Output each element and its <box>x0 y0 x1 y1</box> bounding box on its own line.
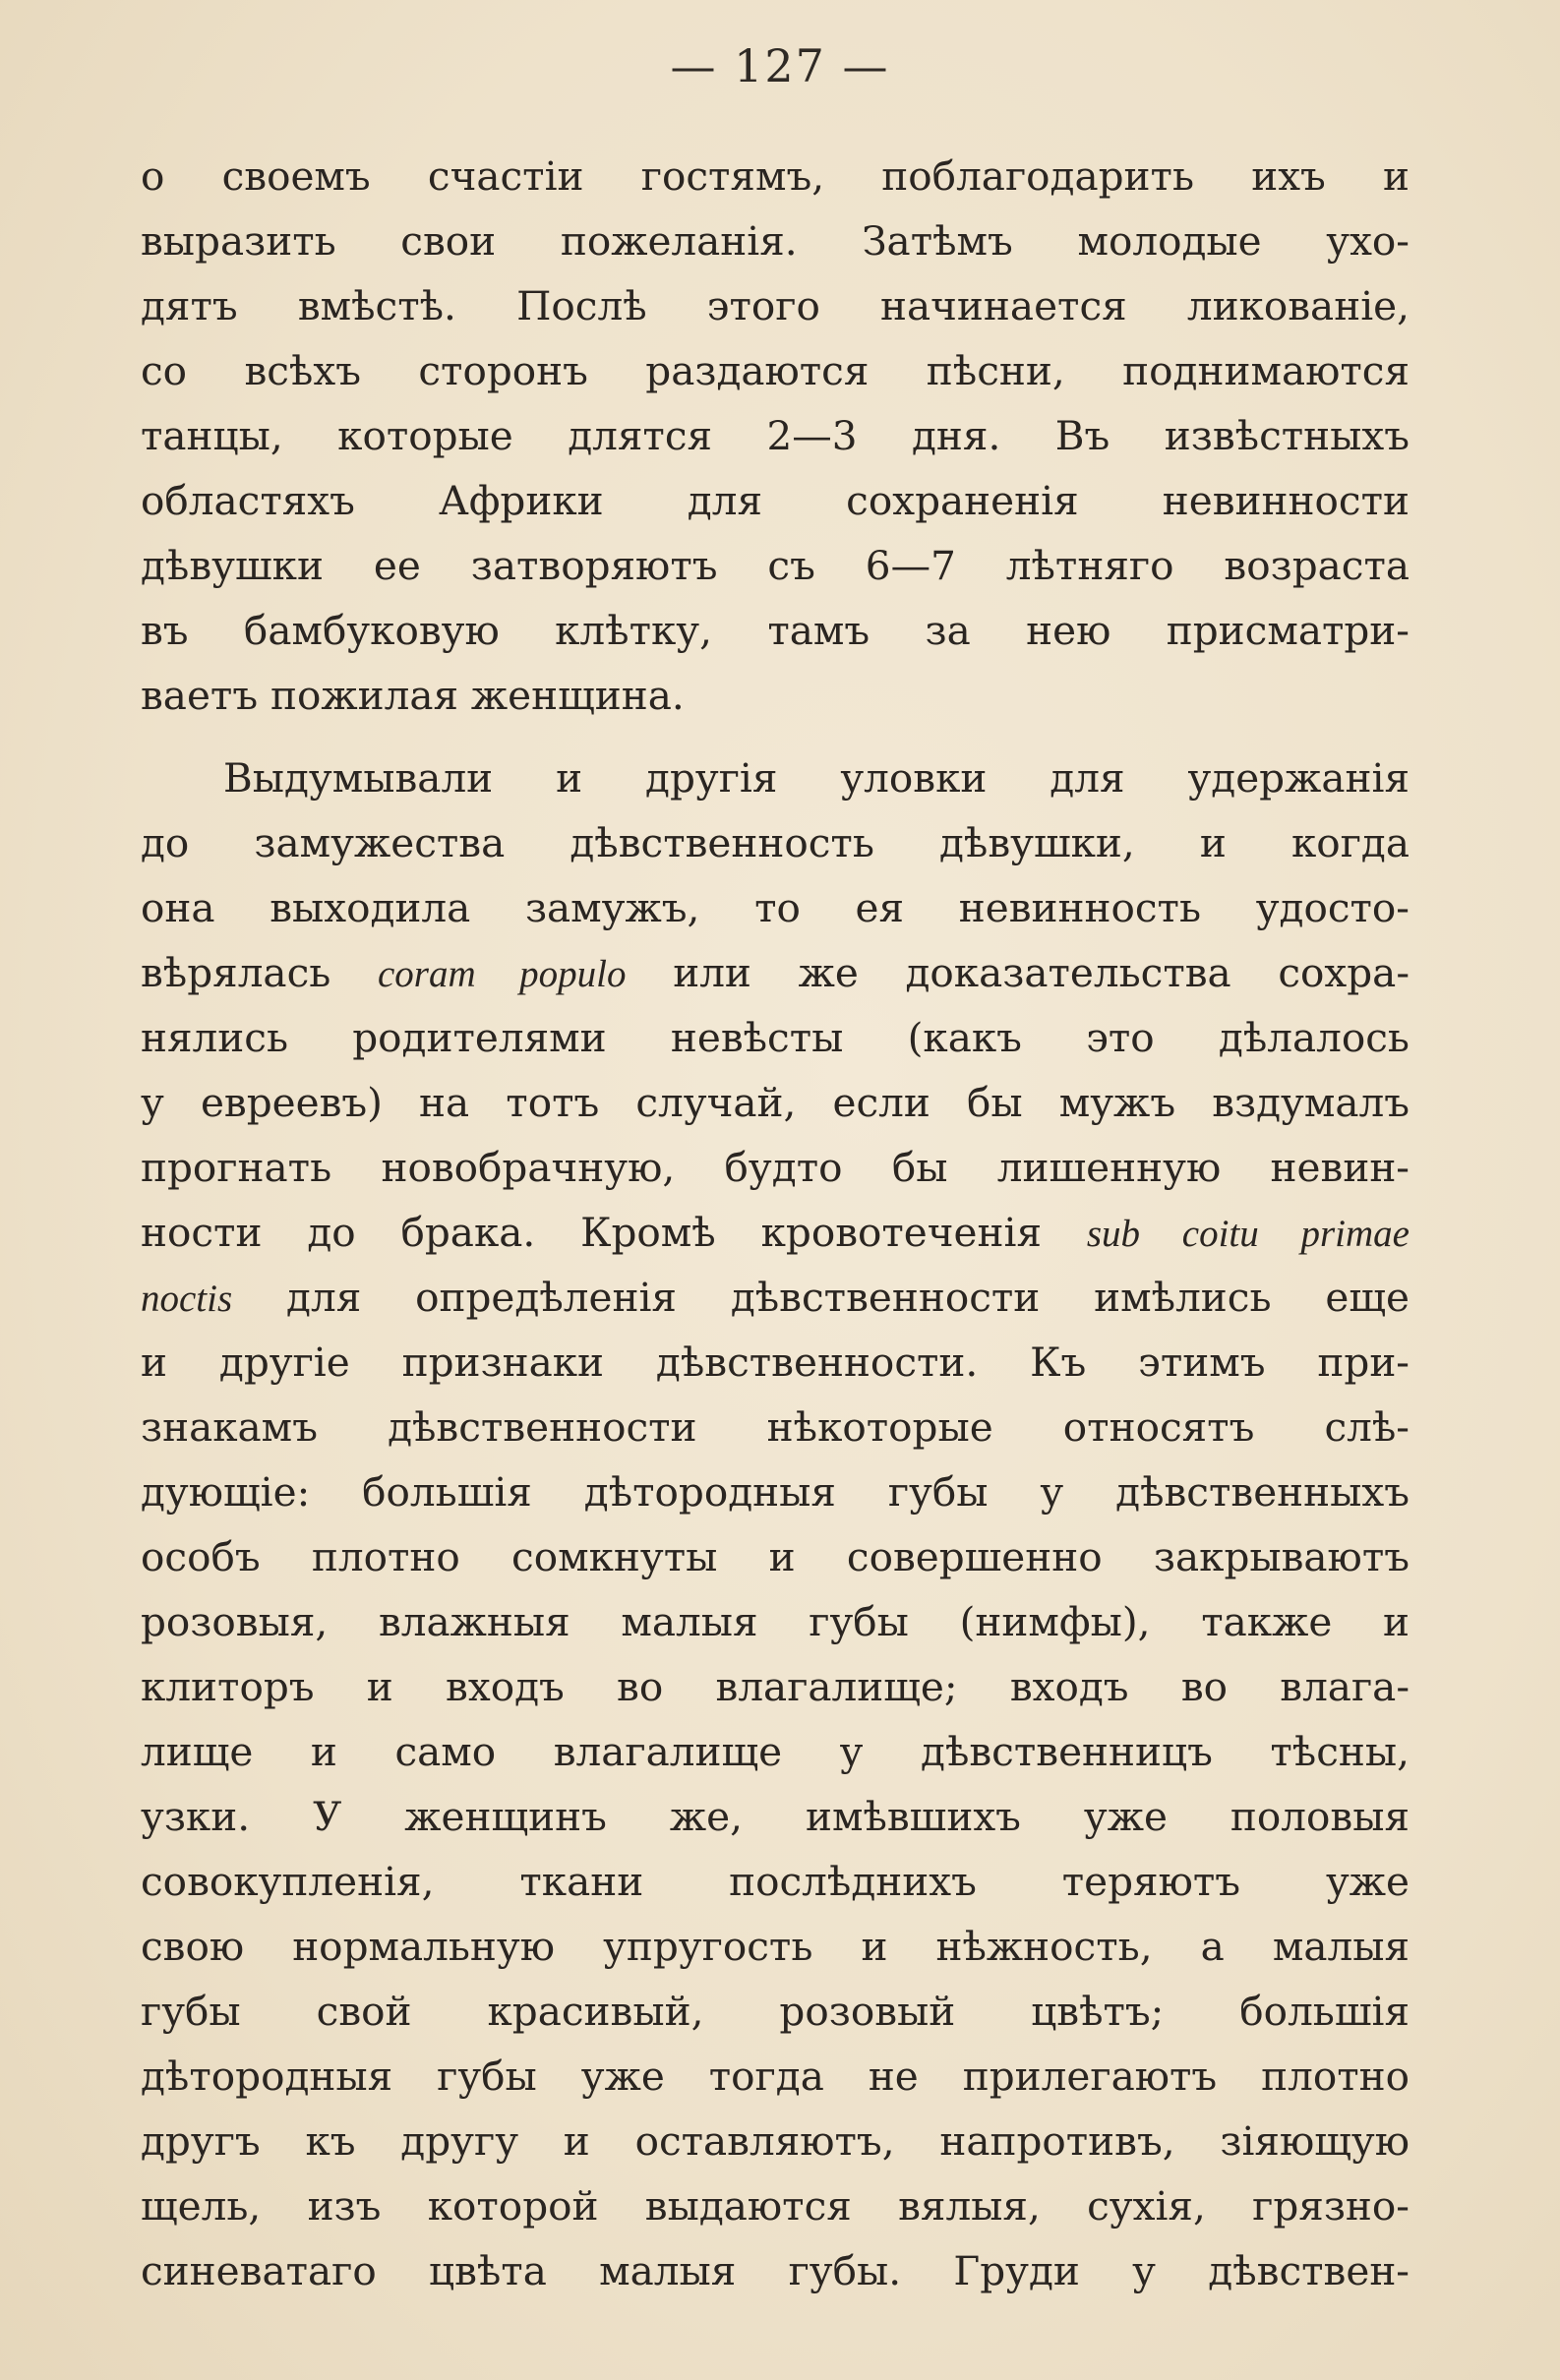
text-line-with-latin <box>141 1200 1410 1265</box>
text-line: узки. У женщинъ же, имѣвшихъ уже половыя <box>141 1793 1410 1840</box>
body-text <box>141 144 1410 2303</box>
text-line: синеватаго цвѣта малыя губы. Груди у дѣвствен- <box>141 2247 1410 2294</box>
text-line: областяхъ Африки для сохраненiя невинности <box>141 477 1410 524</box>
text-line: знакамъ дѣвственности нѣкоторые относятъ слѣ- <box>141 1403 1410 1451</box>
text-line: свою нормальную упругость и нѣжность, а малыя <box>141 1923 1410 1970</box>
text-line: Выдумывали и другiя уловки для удержанiя <box>223 754 1410 802</box>
text-line: со всѣхъ сторонъ раздаются пѣсни, поднимаются <box>141 347 1410 394</box>
text-line: о своемъ счастiи гостямъ, поблагодарить ихъ и <box>141 152 1410 200</box>
text-line: въ бамбуковую клѣтку, тамъ за нею присматри- <box>141 607 1410 654</box>
text-line: выразить свои пожеланiя. Затѣмъ молодые ухо- <box>141 217 1410 265</box>
text-line: дующiе: большiя дѣтородныя губы у дѣвственныхъ <box>141 1468 1410 1516</box>
text-line: дятъ вмѣстѣ. Послѣ этого начинается ликованiе, <box>141 282 1410 329</box>
latin-phrase: coram populo <box>377 953 627 995</box>
text-line: прогнать новобрачную, будто бы лишенную невин- <box>141 1144 1410 1191</box>
text-run: или же доказательства сохра- <box>626 949 1410 996</box>
text-line: ваетъ пожилая женщина. <box>141 672 685 719</box>
text-line: она выходила замужъ, то ея невинность удосто- <box>141 884 1410 931</box>
text-line: щель, изъ которой выдаются вялыя, сухiя, грязно- <box>141 2182 1410 2230</box>
text-line: особъ плотно сомкнуты и совершенно закрываютъ <box>141 1533 1410 1580</box>
text-line: розовыя, влажныя малыя губы (нимфы), также и <box>141 1598 1410 1645</box>
text-line: другъ къ другу и оставляютъ, напротивъ, зiяющую <box>141 2117 1410 2165</box>
text-line: клиторъ и входъ во влагалище; входъ во влага- <box>141 1663 1410 1710</box>
text-line-with-latin <box>141 940 1410 1005</box>
text-line: дѣтородныя губы уже тогда не прилегаютъ плотно <box>141 2053 1410 2100</box>
latin-phrase: sub coitu primae <box>1086 1213 1410 1255</box>
text-line-with-latin <box>141 1265 1410 1330</box>
text-line: совокупленiя, ткани послѣднихъ теряютъ уже <box>141 1858 1410 1905</box>
latin-phrase: noctis <box>141 1278 233 1320</box>
text-run: ности до брака. Кромѣ кровотеченiя <box>141 1209 1087 1256</box>
text-line: губы свой красивый, розовый цвѣтъ; большiя <box>141 1988 1410 2035</box>
text-run: для опредѣленiя дѣвственности имѣлись еще <box>232 1274 1410 1321</box>
text-line: и другiе признаки дѣвственности. Къ этимъ при- <box>141 1339 1410 1386</box>
text-line: лище и само влагалище у дѣвственницъ тѣсны, <box>141 1728 1410 1775</box>
text-line: танцы, которые длятся 2—3 дня. Въ извѣстныхъ <box>141 412 1410 459</box>
text-line: нялись родителями невѣсты (какъ это дѣлалось <box>141 1014 1410 1061</box>
text-line: до замужества дѣвственность дѣвушки, и когда <box>141 819 1410 866</box>
text-run: вѣрялась <box>141 949 378 996</box>
paragraph-gap <box>141 728 1410 745</box>
paragraph-2 <box>141 745 1410 2303</box>
text-line: дѣвушки ее затворяютъ съ 6—7 лѣтняго возраста <box>141 542 1410 589</box>
text-line: у евреевъ) на тотъ случай, если бы мужъ вздумалъ <box>141 1079 1410 1126</box>
page-number: — 127 — <box>670 39 890 92</box>
paragraph-1 <box>141 144 1410 728</box>
